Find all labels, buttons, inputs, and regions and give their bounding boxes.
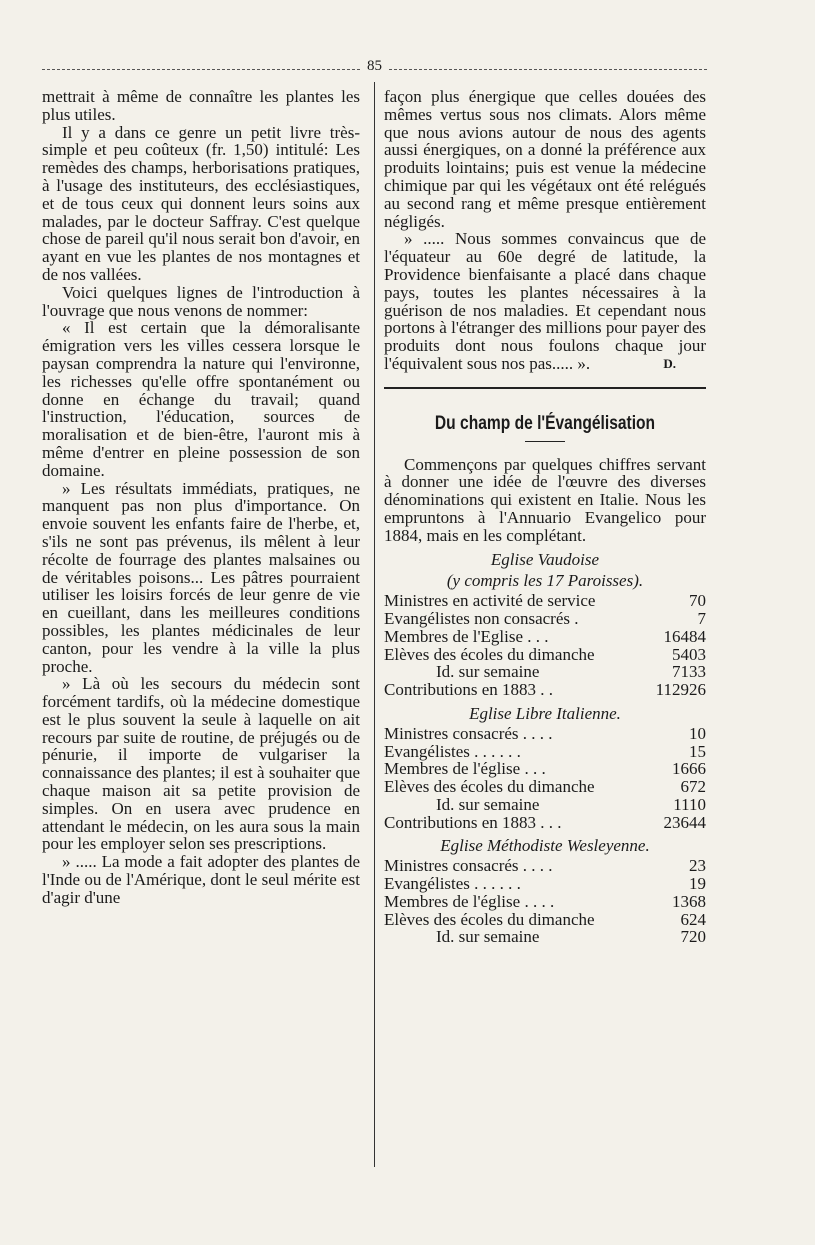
church-name: Eglise Libre Italienne.: [469, 703, 621, 723]
paragraph: « Il est certain que la démoralisante émigration vers les villes cessera lorsque le paysan comprendra la nature qui l'environne, les richesses qu'elle offre spontanément ou donne en échange du travail; quand l'instruction, l'éducation, sources de moralisation et de bien-être, l'auront mis à même d'entrer en pleine possession de son domaine.: [42, 318, 360, 480]
stats-value: 15: [689, 741, 706, 761]
stats-row: [384, 893, 706, 911]
stats-table: [384, 857, 706, 946]
intro-paragraph: Commençons par quelques chiffres servant à donner une idée de l'œuvre des diverses dénominations qui existent en Italie. Nous les empruntons à l'Annuario Evangelico pour 1884, mais en les complétant.: [384, 454, 706, 545]
stats-label: Elèves des écoles du dimanche: [384, 909, 595, 929]
stats-value: 720: [680, 927, 706, 947]
stats-label: Contributions en 1883 . .: [384, 680, 554, 700]
paragraph: » Les résultats immédiats, pratiques, ne manquent pas non plus d'importance. On envoie souvent les enfants faire de l'herbe, et, s'ils ne sont pas prévenus, ils mêlent à leur récolte de fourrage des plantes malsaines ou de véritables poisons... Les pâtres pourraient utiliser les loisirs forcés de leur genre de vie en cueillant, dans les meilleures conditions possibles, les plantes médicinales de leur canton, pour les vendre à la ville la plus proche.: [42, 478, 360, 676]
stats-row: [384, 663, 706, 681]
stats-label: Elèves des écoles du dimanche: [384, 644, 595, 664]
page-header: [42, 58, 707, 78]
stats-value: 1666: [672, 759, 706, 779]
stats-value: 10: [689, 723, 706, 743]
stats-row: [384, 681, 706, 699]
section-rule: [384, 387, 706, 389]
stats-value: 23: [689, 856, 706, 876]
stats-label: Evangélistes . . . . . .: [384, 741, 521, 761]
stats-row: [384, 857, 706, 875]
left-column: [42, 88, 360, 907]
stats-table: [384, 592, 706, 699]
stats-label: Elèves des écoles du dimanche: [384, 777, 595, 797]
stats-label: Evangélistes non consacrés .: [384, 608, 579, 628]
paragraph: mettrait à même de connaître les plantes les plus utiles.: [42, 87, 360, 124]
stats-label: Ministres consacrés . . . .: [384, 856, 553, 876]
paragraph: Il y a dans ce genre un petit livre très-simple et peu coûteux (fr. 1,50) intitulé: Les remèdes des champs, herborisations pratiques, à l'usage des instituteurs, des ecclésiastiques, et de tous ceux qui donnent leurs soins aux malades, par le docteur Saffray. C'est quelque chose de pareil qu'il nous serait bon d'avoir, en ayant en vue les plantes de nos montagnes et de nos vallées.: [42, 122, 360, 284]
stats-value: 7133: [672, 662, 706, 682]
stats-label: Membres de l'église . . .: [384, 759, 546, 779]
paragraph: » Là où les secours du médecin sont forcément tardifs, où la médecine domestique est le plus souvent la seule à laquelle on ait recours par suite de routine, de préjugés ou de pénurie, il importe de vulgariser la connaissance des plantes; il est à souhaiter que chaque maison ait sa petite provision de simples. On en usera avec prudence en attendant le médecin, on les aura sous la main pour les employer selon ses prescriptions.: [42, 674, 360, 854]
stats-value: 1110: [673, 794, 706, 814]
signature: D.: [663, 355, 676, 371]
church-name: Eglise Vaudoise: [490, 549, 600, 569]
paragraph: » ..... Nous sommes convaincus que de l'équateur au 60e degré de latitude, la Providence bienfaisante a placé dans chaque pays, toutes les plantes nécessaires à la guérison de nos maladies. Et cependant nous portons à l'étranger des millions pour payer des produits dont nous foulons chaque jour l'équivalent sous nos pas..... ».: [384, 229, 706, 373]
stats-row: [384, 592, 706, 610]
church-name: Eglise Méthodiste Wesleyenne.: [440, 836, 650, 856]
stats-label: Id. sur semaine: [436, 662, 540, 682]
stats-row: [384, 760, 706, 778]
stats-row: [384, 875, 706, 893]
stats-table: [384, 725, 706, 832]
section-title: Du champ de l'Évangélisation: [434, 412, 656, 434]
stats-row: [384, 743, 706, 761]
stats-row: [384, 928, 706, 946]
stats-label: Contributions en 1883 . . .: [384, 812, 562, 832]
stats-row: [384, 911, 706, 929]
church-subtitle: (y compris les 17 Paroisses).: [446, 571, 644, 591]
stats-value: 624: [680, 909, 706, 929]
stats-row: [384, 814, 706, 832]
stats-label: Ministres en activité de service: [384, 591, 596, 611]
stats-row: [384, 628, 706, 646]
stats-label: Membres de l'Eglise . . .: [384, 626, 549, 646]
column-divider: [374, 82, 375, 1167]
paragraph: » ..... La mode a fait adopter des plantes de l'Inde ou de l'Amérique, dont le seul mérite est d'agir d'une: [42, 852, 360, 907]
stats-value: 5403: [672, 644, 706, 664]
stats-value: 112926: [655, 680, 706, 700]
stats-value: 1368: [672, 891, 706, 911]
right-column: [384, 88, 706, 946]
stats-label: Membres de l'église . . . .: [384, 891, 555, 911]
stats-row: [384, 725, 706, 743]
stats-row: [384, 610, 706, 628]
header-rule-right: [389, 69, 707, 70]
page-number: 85: [367, 58, 382, 74]
stats-value: 19: [689, 874, 706, 894]
stats-row: [384, 778, 706, 796]
stats-label: Id. sur semaine: [436, 794, 540, 814]
paragraph: façon plus énergique que celles douées des mêmes vertus sous nos climats. Alors même que nous avions autour de nous des agents aussi énergiques, on a donné la préférence aux produits lointains; puis est venue la médecine chimique par qui les végétaux ont été relégués au second rang et même presque entièrement négligés.: [384, 87, 706, 231]
stats-value: 672: [680, 777, 706, 797]
stats-label: Ministres consacrés . . . .: [384, 723, 553, 743]
stats-value: 16484: [663, 626, 706, 646]
stats-label: Id. sur semaine: [436, 927, 540, 947]
paragraph: Voici quelques lignes de l'introduction à l'ouvrage que nous venons de nommer:: [42, 282, 360, 320]
stats-value: 23644: [663, 812, 706, 832]
stats-value: 7: [697, 608, 706, 628]
stats-row: [384, 646, 706, 664]
stats-row: [384, 796, 706, 814]
stats-label: Evangélistes . . . . . .: [384, 874, 521, 894]
title-dash: [525, 441, 565, 442]
stats-value: 70: [689, 591, 706, 611]
